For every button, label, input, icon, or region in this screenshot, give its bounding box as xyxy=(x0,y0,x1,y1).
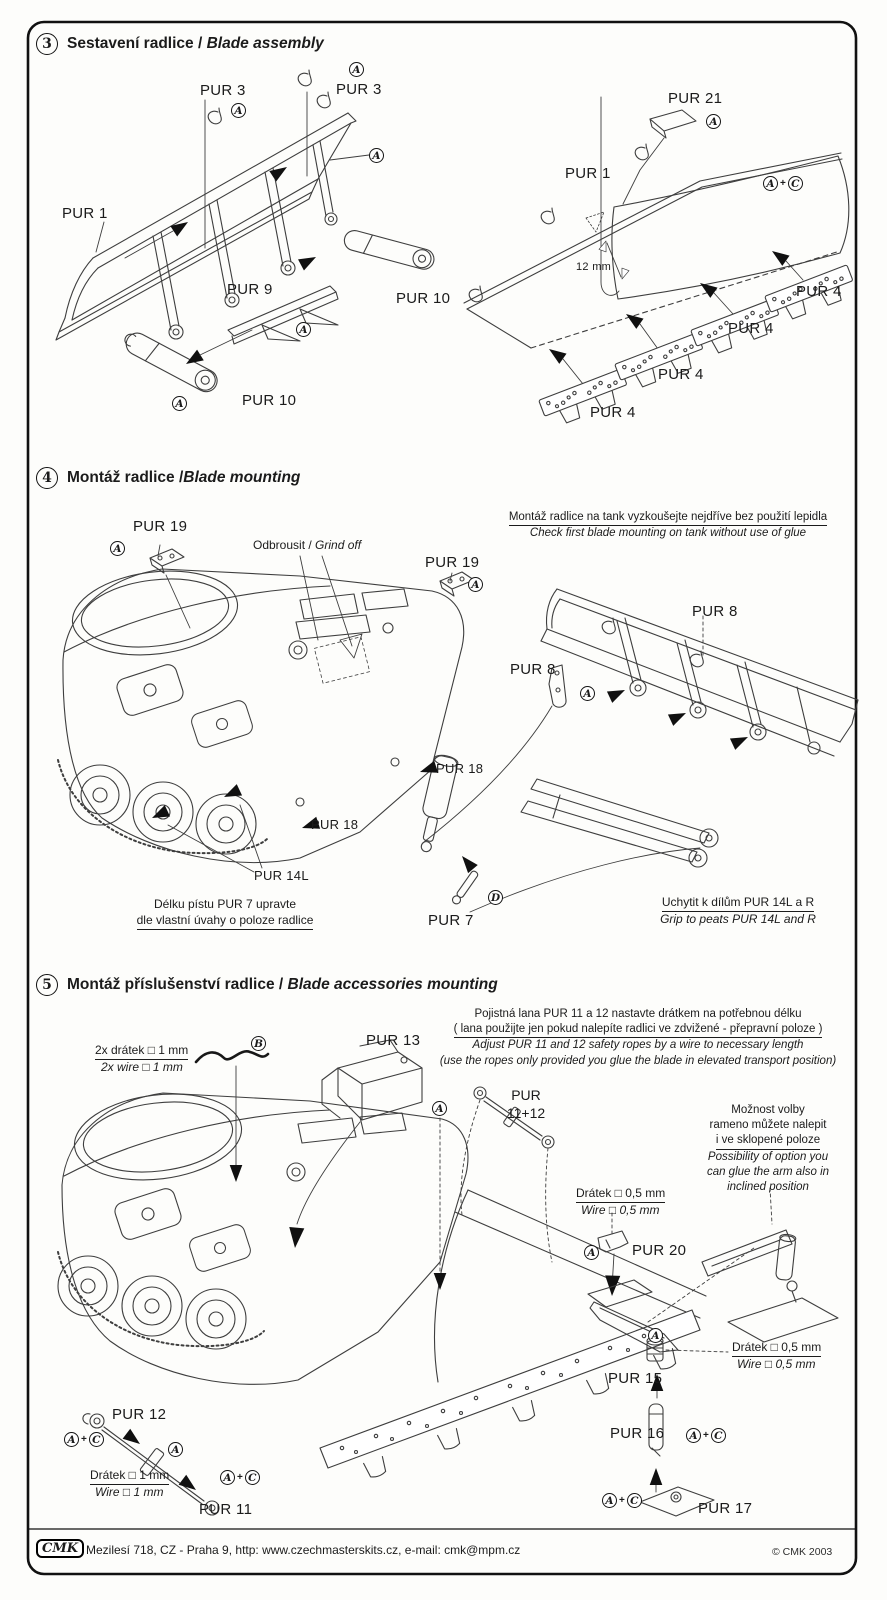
section-3-title-en: Blade assembly xyxy=(206,35,324,52)
note-check-first xyxy=(498,510,838,541)
label-pur18-upper: PUR 18 xyxy=(436,761,484,776)
glue-marker-a-plus-c xyxy=(64,1432,104,1447)
plus-sign: + xyxy=(619,1495,625,1506)
glue-marker-a-icon: A xyxy=(648,1328,663,1343)
label-pur3-left: PUR 3 xyxy=(200,82,246,99)
label-pur17: PUR 17 xyxy=(698,1500,753,1517)
section-header-3 xyxy=(36,33,324,55)
glue-marker-a-icon: A xyxy=(432,1101,447,1116)
wire-05-cz: Drátek □ 0,5 mm xyxy=(732,1340,821,1357)
label-pur3-right: PUR 3 xyxy=(336,81,382,98)
section-5-title-en: Blade accessories mounting xyxy=(287,976,498,993)
note-grip-cz: Uchytit k dílům PUR 14L a R xyxy=(662,895,814,912)
note-option-2: rameno můžete nalepit xyxy=(709,1119,827,1132)
plus-sign: + xyxy=(81,1434,87,1445)
plus-sign: + xyxy=(237,1472,243,1483)
note-grip-en: Grip to peats PUR 14L and R xyxy=(660,911,816,926)
wire-05-en: Wire □ 0,5 mm xyxy=(737,1356,816,1371)
glue-marker-a-icon: A xyxy=(349,62,364,77)
glue-marker-a-icon: A xyxy=(580,686,595,701)
label-pur14l: PUR 14L xyxy=(254,868,309,883)
label-pur11: PUR 11 xyxy=(199,1501,253,1518)
footer-address: Mezilesí 718, CZ - Praha 9, http: www.czechmasterskits.cz, e-mail: cmk@mpm.cz xyxy=(86,1543,521,1557)
label-pur10-lower: PUR 10 xyxy=(242,392,297,409)
note-ropes-2: ( lana použijte jen pokud nalepíte radlici ve zdvižené - přepravní poloze ) xyxy=(454,1022,823,1038)
label-pur11-12 xyxy=(498,1086,554,1123)
label-wire-1mm xyxy=(90,1468,169,1501)
footer-copyright: © CMK 2003 xyxy=(772,1546,833,1558)
glue-marker-a-icon: A xyxy=(220,1470,235,1485)
glue-marker-a-plus-c xyxy=(602,1493,642,1508)
note-piston-1: Délku pístu PUR 7 upravte xyxy=(153,897,297,911)
glue-marker-a-icon: A xyxy=(584,1245,599,1260)
label-pur15: PUR 15 xyxy=(608,1370,663,1387)
pur11-12-line2: 11+12 xyxy=(506,1105,546,1122)
label-pur4: PUR 4 xyxy=(796,283,842,300)
note-option-3: i ve sklopené poloze xyxy=(716,1133,820,1149)
note-option-5: can glue the arm also in xyxy=(706,1165,830,1178)
label-pur10-upper: PUR 10 xyxy=(396,290,451,307)
note-grip xyxy=(636,895,840,928)
note-option-1: Možnost volby xyxy=(731,1104,805,1116)
section-header-4 xyxy=(36,467,300,489)
s3-blade-front-drawing xyxy=(56,70,436,396)
section-3-number-badge: 3 xyxy=(36,33,58,55)
note-option-6: inclined position xyxy=(727,1180,809,1193)
label-dim-12mm: 12 mm xyxy=(576,261,612,273)
wire-1-cz: Drátek □ 1 mm xyxy=(90,1468,169,1485)
label-pur7: PUR 7 xyxy=(428,912,474,929)
glue-marker-a-icon: A xyxy=(602,1493,617,1508)
note-safety-ropes xyxy=(428,1007,848,1069)
glue-marker-a-icon: A xyxy=(231,103,246,118)
section-3-title-cz: Sestavení radlice / xyxy=(67,35,207,52)
glue-marker-a-plus-c xyxy=(686,1428,726,1443)
label-pur18-lower: PUR 18 xyxy=(311,817,359,832)
note-ropes-4: (use the ropes only provided you glue the blade in elevated transport position) xyxy=(439,1054,837,1067)
glue-marker-a-plus-c xyxy=(763,176,803,191)
note-piston-length xyxy=(130,897,320,930)
s4-tank-drawing xyxy=(58,545,858,912)
note-check-first-en: Check first blade mounting on tank without use of glue xyxy=(529,527,807,540)
wire-05-en: Wire □ 0,5 mm xyxy=(581,1202,660,1217)
glue-marker-a-icon: A xyxy=(706,114,721,129)
label-wire-2x xyxy=(95,1043,188,1076)
glue-marker-a-icon: A xyxy=(468,577,483,592)
label-grind-off xyxy=(253,538,361,554)
label-pur13: PUR 13 xyxy=(366,1032,421,1049)
grind-off-en: Grind off xyxy=(315,538,362,552)
label-pur4: PUR 4 xyxy=(658,366,704,383)
label-pur9: PUR 9 xyxy=(227,281,273,298)
hook-icon xyxy=(317,92,330,108)
label-pur1-right: PUR 1 xyxy=(565,165,611,182)
label-wire-05-upper xyxy=(576,1186,665,1219)
glue-marker-a-icon: A xyxy=(64,1432,79,1447)
note-piston-2: dle vlastní úvahy o poloze radlice xyxy=(137,913,314,930)
note-option xyxy=(694,1103,842,1195)
label-pur19-right: PUR 19 xyxy=(425,554,480,571)
hook-icon xyxy=(298,70,311,86)
label-pur8-upper: PUR 8 xyxy=(692,603,738,620)
glue-marker-a-icon: A xyxy=(172,396,187,411)
glue-marker-b-icon: B xyxy=(251,1036,266,1051)
label-pur12: PUR 12 xyxy=(112,1406,167,1423)
label-pur21: PUR 21 xyxy=(668,90,723,107)
wire-05-cz: Drátek □ 0,5 mm xyxy=(576,1186,665,1203)
note-ropes-1: Pojistná lana PUR 11 a 12 nastavte drátkem na potřebnou délku xyxy=(474,1008,802,1020)
label-pur1-left: PUR 1 xyxy=(62,205,108,222)
glue-marker-c-icon: C xyxy=(627,1493,642,1508)
note-check-first-cz: Montáž radlice na tank vyzkoušejte nejdříve bez použití lepidla xyxy=(509,510,827,526)
glue-marker-c-icon: C xyxy=(89,1432,104,1447)
plus-sign: + xyxy=(703,1430,709,1441)
pur11-12-line1: PUR xyxy=(511,1087,541,1103)
label-pur16: PUR 16 xyxy=(610,1425,665,1442)
glue-marker-a-icon: A xyxy=(686,1428,701,1443)
glue-marker-c-icon: C xyxy=(245,1470,260,1485)
glue-marker-a-icon: A xyxy=(763,176,778,191)
note-option-4: Possibility of option you xyxy=(707,1150,829,1163)
section-4-title-cz: Montáž radlice / xyxy=(67,469,184,486)
glue-marker-a-icon: A xyxy=(110,541,125,556)
grind-off-cz: Odbrousit / xyxy=(253,538,316,552)
label-pur19-left: PUR 19 xyxy=(133,518,188,535)
section-5-title-cz: Montáž příslušenství radlice / xyxy=(67,976,288,993)
section-5-number-badge: 5 xyxy=(36,974,58,996)
section-4-title-en: Blade mounting xyxy=(183,469,301,486)
wire-1-en: Wire □ 1 mm xyxy=(95,1484,164,1499)
label-pur4: PUR 4 xyxy=(728,320,774,337)
glue-marker-a-icon: A xyxy=(296,322,311,337)
section-header-5 xyxy=(36,974,498,996)
cmk-logo: CMK xyxy=(36,1539,84,1558)
label-pur8-left: PUR 8 xyxy=(510,661,556,678)
label-pur4: PUR 4 xyxy=(590,404,636,421)
glue-marker-c-icon: C xyxy=(711,1428,726,1443)
note-ropes-3: Adjust PUR 11 and 12 safety ropes by a wire to necessary length xyxy=(472,1039,804,1052)
glue-marker-a-icon: A xyxy=(168,1442,183,1457)
plus-sign: + xyxy=(780,178,786,189)
wire-2x-en: 2x wire □ 1 mm xyxy=(101,1059,183,1074)
hook-icon xyxy=(208,108,221,124)
section-4-number-badge: 4 xyxy=(36,467,58,489)
label-pur20: PUR 20 xyxy=(632,1242,687,1259)
wire-2x-cz: 2x drátek □ 1 mm xyxy=(95,1043,188,1060)
glue-marker-d-icon: D xyxy=(488,890,503,905)
glue-marker-c-icon: C xyxy=(788,176,803,191)
glue-marker-a-plus-c xyxy=(220,1470,260,1485)
glue-marker-a-icon: A xyxy=(369,148,384,163)
label-wire-05-lower xyxy=(732,1340,821,1373)
